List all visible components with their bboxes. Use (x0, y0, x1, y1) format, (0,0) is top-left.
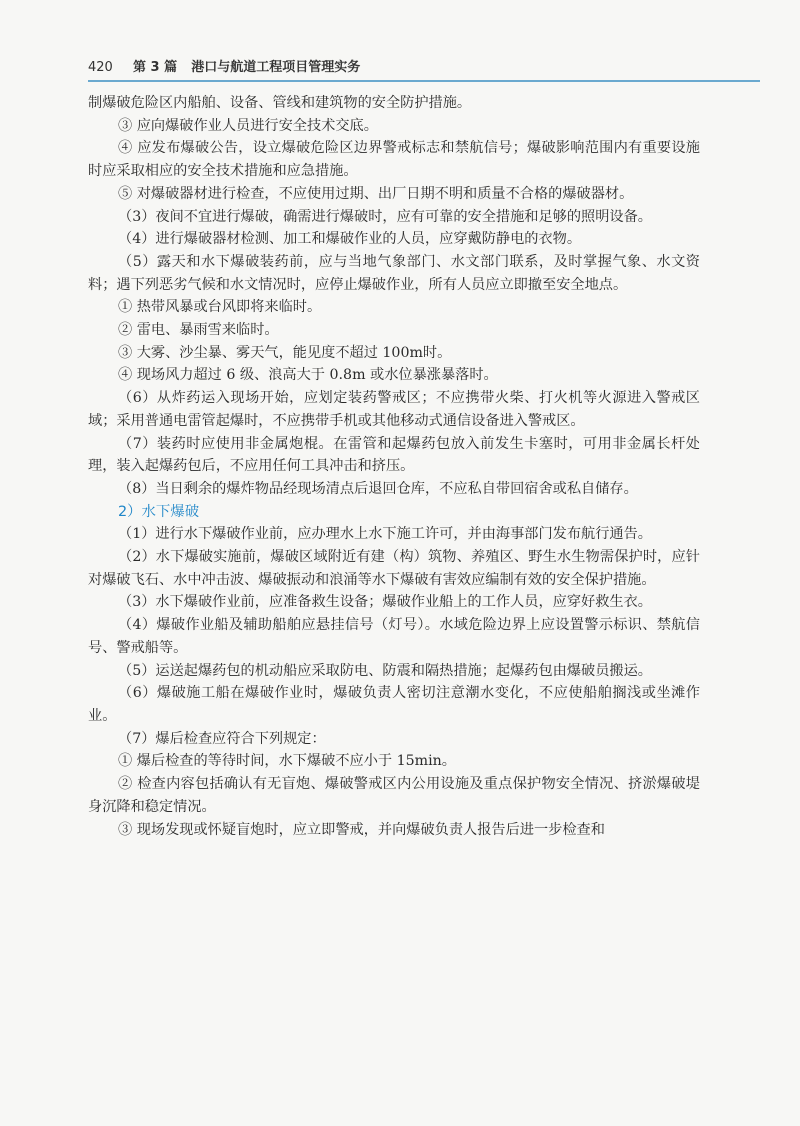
book-title: 港口与航道工程项目管理实务 (191, 60, 361, 75)
paragraph-block-1 (88, 92, 700, 501)
paragraph: ③ 现场发现或怀疑盲炮时，应立即警戒，并向爆破负责人报告后进一步检查和 (118, 821, 605, 838)
paragraph: （4）进行爆破器材检测、加工和爆破作业的人员，应穿戴防静电的衣物。 (118, 231, 582, 248)
section-heading: 2）水下爆破 (118, 503, 200, 520)
paragraph: （2）水下爆破实施前，爆破区域附近有建（构）筑物、养殖区、野生水生物需保护时，应针对爆破飞石、水中冲击波、爆破振动和浪涌等水下爆破有害效应编制有效的安全保护措施。 (88, 549, 700, 588)
paragraph: （1）进行水下爆破作业前，应办理水上水下施工许可，并由海事部门发布航行通告。 (118, 526, 652, 543)
page-number: 420 (88, 60, 113, 75)
paragraph: （7）装药时应使用非金属炮棍。在雷管和起爆药包放入前发生卡塞时，可用非金属长杆处理，装入起爆药包后，不应用任何工具冲击和挤压。 (88, 435, 700, 475)
running-header (88, 58, 760, 82)
paragraph: ④ 现场风力超过 6 级、浪高大于 0.8m 或水位暴涨暴落时。 (118, 367, 498, 384)
paragraph: ① 爆后检查的等待时间，水下爆破不应小于 15min。 (118, 753, 456, 770)
paragraph: ⑤ 对爆破器材进行检查，不应使用过期、出厂日期不明和质量不合格的爆破器材。 (118, 185, 634, 202)
paragraph: （3）水下爆破作业前，应准备救生设备；爆破作业船上的工作人员，应穿好救生衣。 (118, 594, 652, 611)
paragraph: ③ 应向爆破作业人员进行安全技术交底。 (118, 117, 378, 134)
paragraph-block-2 (88, 523, 700, 841)
paragraph: （8）当日剩余的爆炸物品经现场清点后退回仓库，不应私自带回宿舍或私自储存。 (118, 480, 638, 497)
paragraph: （5）运送起爆药包的机动船应采取防电、防震和隔热措施；起爆药包由爆破员搬运。 (118, 662, 652, 679)
paragraph: （4）爆破作业船及辅助船舶应悬挂信号（灯号）。水域危险边界上应设置警示标识、禁航信号、警戒船等。 (88, 617, 700, 656)
paragraph: （7）爆后检查应符合下列规定： (118, 730, 326, 747)
paragraph: ④ 应发布爆破公告，设立爆破危险区边界警戒标志和禁航信号；爆破影响范围内有重要设施时应采取相应的安全技术措施和应急措施。 (88, 140, 700, 180)
paragraph: （6）爆破施工船在爆破作业时，爆破负责人密切注意潮水变化，不应使船舶搁浅或坐滩作业。 (88, 685, 700, 724)
part-label: 第 3 篇 (132, 60, 178, 75)
paragraph: 制爆破危险区内船舶、设备、管线和建筑物的安全防护措施。 (88, 95, 472, 111)
paragraph: ③ 大雾、沙尘暴、雾天气，能见度不超过 100m时。 (118, 344, 452, 361)
paragraph: （5）露天和水下爆破装药前，应与当地气象部门、水文部门联系，及时掌握气象、水文资料；遇下列恶劣气候和水文情况时，应停止爆破作业，所有人员应立即撤至安全地点。 (88, 253, 700, 293)
body-text (88, 92, 700, 841)
paragraph: ② 检查内容包括确认有无盲炮、爆破警戒区内公用设施及重点保护物安全情况、挤淤爆破堤身沉降和稳定情况。 (88, 776, 700, 815)
paragraph: ① 热带风暴或台风即将来临时。 (118, 299, 322, 316)
paragraph: （3）夜间不宜进行爆破，确需进行爆破时，应有可靠的安全措施和足够的照明设备。 (118, 208, 652, 225)
paragraph: ② 雷电、暴雨雪来临时。 (118, 322, 279, 339)
paragraph: （6）从炸药运入现场开始，应划定装药警戒区；不应携带火柴、打火机等火源进入警戒区域；采用普通电雷管起爆时，不应携带手机或其他移动式通信设备进入警戒区。 (88, 390, 700, 429)
